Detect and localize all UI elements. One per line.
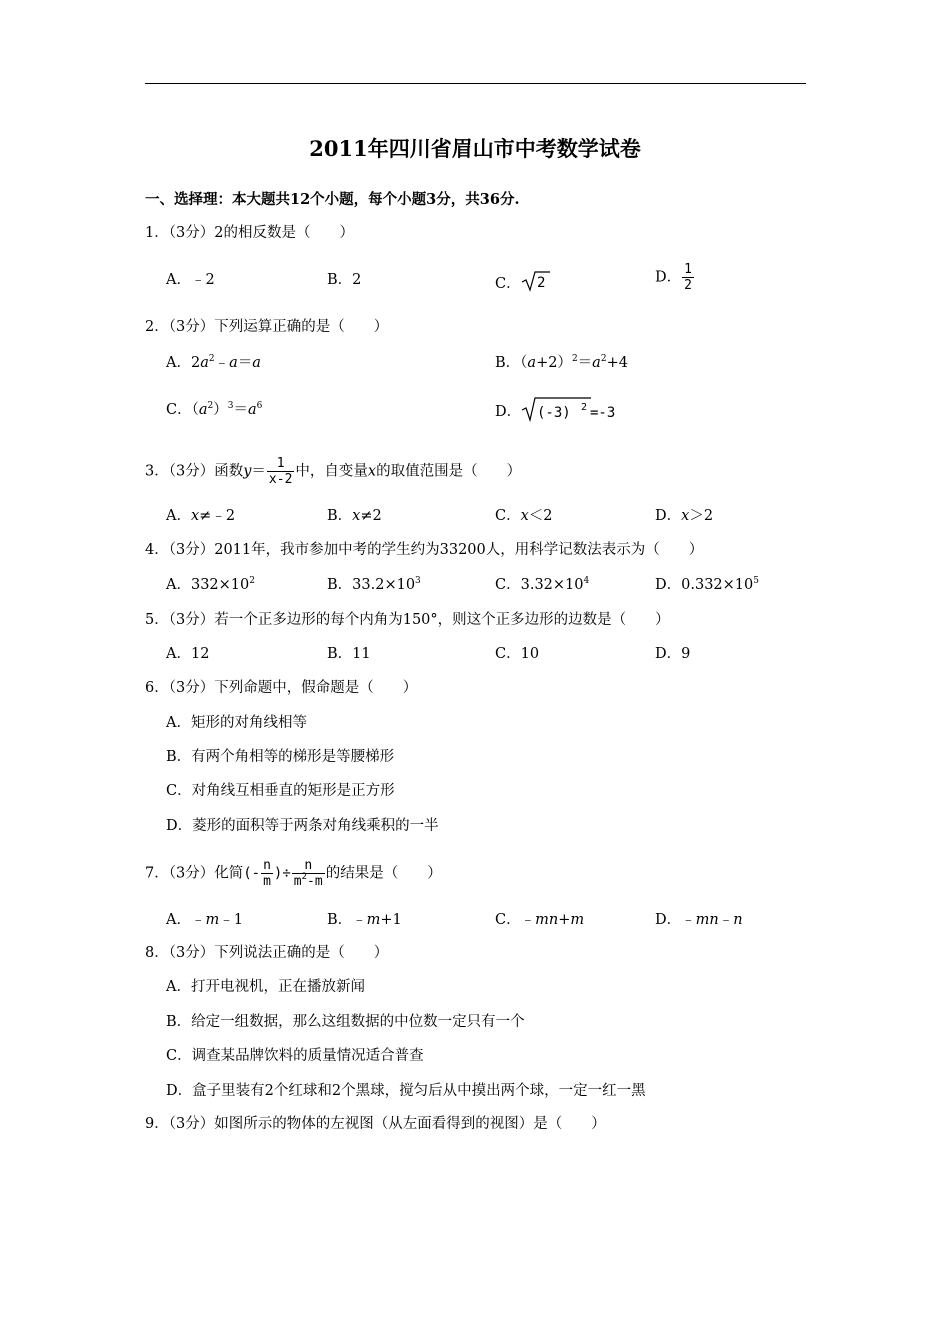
sqrt-icon [521,396,619,428]
q2-option-a: A．$2a^2﹣a=a$ [166,354,261,371]
q7-option-d: D．﹣mn﹣n [655,912,743,928]
question-1: 1．（3分）2的相反数是（ ） [145,225,354,241]
question-3: 3．（3分）函数y＝ $\frac{1}{x-2}$ 中，自变量x的取值范围是（ ） [145,456,522,487]
question-7: 7．（3分）化简(- $\frac{n}{m}$ )÷ $\frac{n}{m^2-m}$ 的结果是（ ） [145,858,442,889]
svg-text:2: 2 [581,402,588,413]
q4-option-d: D．$0.332\times 10^5$ [655,576,759,593]
q1-option-d: D． $\frac{1}{2}$ [655,262,692,293]
q3-option-a: A．x≠﹣2 [166,508,236,524]
q4-option-b: B．$33.2\times 10^3$ [327,576,421,593]
page-title: 2011年四川省眉山市中考数学试卷 [309,136,641,161]
q5-option-d: D．9 [655,646,691,662]
q2-option-d: D． (-3) 2 =-3 [495,396,619,428]
q5-option-b: B．11 [327,646,371,662]
q2-option-b: B．$(a+2)^2=a^2+4$ [495,354,628,371]
svg-text:=-3: =-3 [590,405,616,421]
q3-option-c: C．x＜2 [495,508,553,524]
header-rule [145,83,806,84]
q1-option-b: B．2 [327,272,362,288]
q4-option-a: A．$332\times 10^2$ [166,576,255,593]
q8-option-c: C．调查某品牌饮料的质量情况适合普查 [166,1048,424,1064]
question-2: 2．（3分）下列运算正确的是（ ） [145,319,389,335]
question-6: 6．（3分）下列命题中，假命题是（ ） [145,680,418,696]
q1-option-c: C． 2 [495,270,551,298]
question-8: 8．（3分）下列说法正确的是（ ） [145,945,389,961]
q7-option-a: A．﹣m﹣1 [166,912,243,928]
svg-text:(-3): (-3) [537,405,571,421]
q8-option-a: A．打开电视机，正在播放新闻 [166,979,365,995]
q7-option-c: C．﹣mn+m [495,912,585,928]
q6-option-c: C．对角线互相垂直的矩形是正方形 [166,783,395,799]
q8-option-d: D．盒子里装有2个红球和2个黑球，搅匀后从中摸出两个球，一定一红一黑 [166,1083,646,1099]
q6-option-a: A．矩形的对角线相等 [166,715,307,731]
q6-option-b: B．有两个角相等的梯形是等腰梯形 [166,749,395,765]
q4-option-c: C．$3.32\times 10^4$ [495,576,590,593]
section-heading: 一、选择理：本大题共12个小题，每个小题3分，共36分. [145,191,520,208]
q8-option-b: B．给定一组数据，那么这组数据的中位数一定只有一个 [166,1014,525,1030]
question-4: 4．（3分）2011年，我市参加中考的学生约为33200人，用科学记数法表示为（ ） [145,542,704,558]
question-9: 9．（3分）如图所示的物体的左视图（从左面看得到的视图）是（ ） [145,1116,606,1132]
question-5: 5．（3分）若一个正多边形的每个内角为150°，则这个正多边形的边数是（ ） [145,612,670,628]
q7-option-b: B．﹣m+1 [327,912,402,928]
q3-option-b: B．x≠2 [327,508,382,524]
q5-option-c: C．10 [495,646,540,662]
q1-option-a: A．﹣2 [166,272,215,288]
q3-option-d: D．x＞2 [655,508,714,524]
q6-option-d: D．菱形的面积等于两条对角线乘积的一半 [166,818,439,834]
q2-option-c: C．$(a^2)^3=a^6$ [166,401,263,418]
svg-text:2: 2 [536,275,546,291]
q5-option-a: A．12 [166,646,210,662]
sqrt-icon [521,270,551,298]
